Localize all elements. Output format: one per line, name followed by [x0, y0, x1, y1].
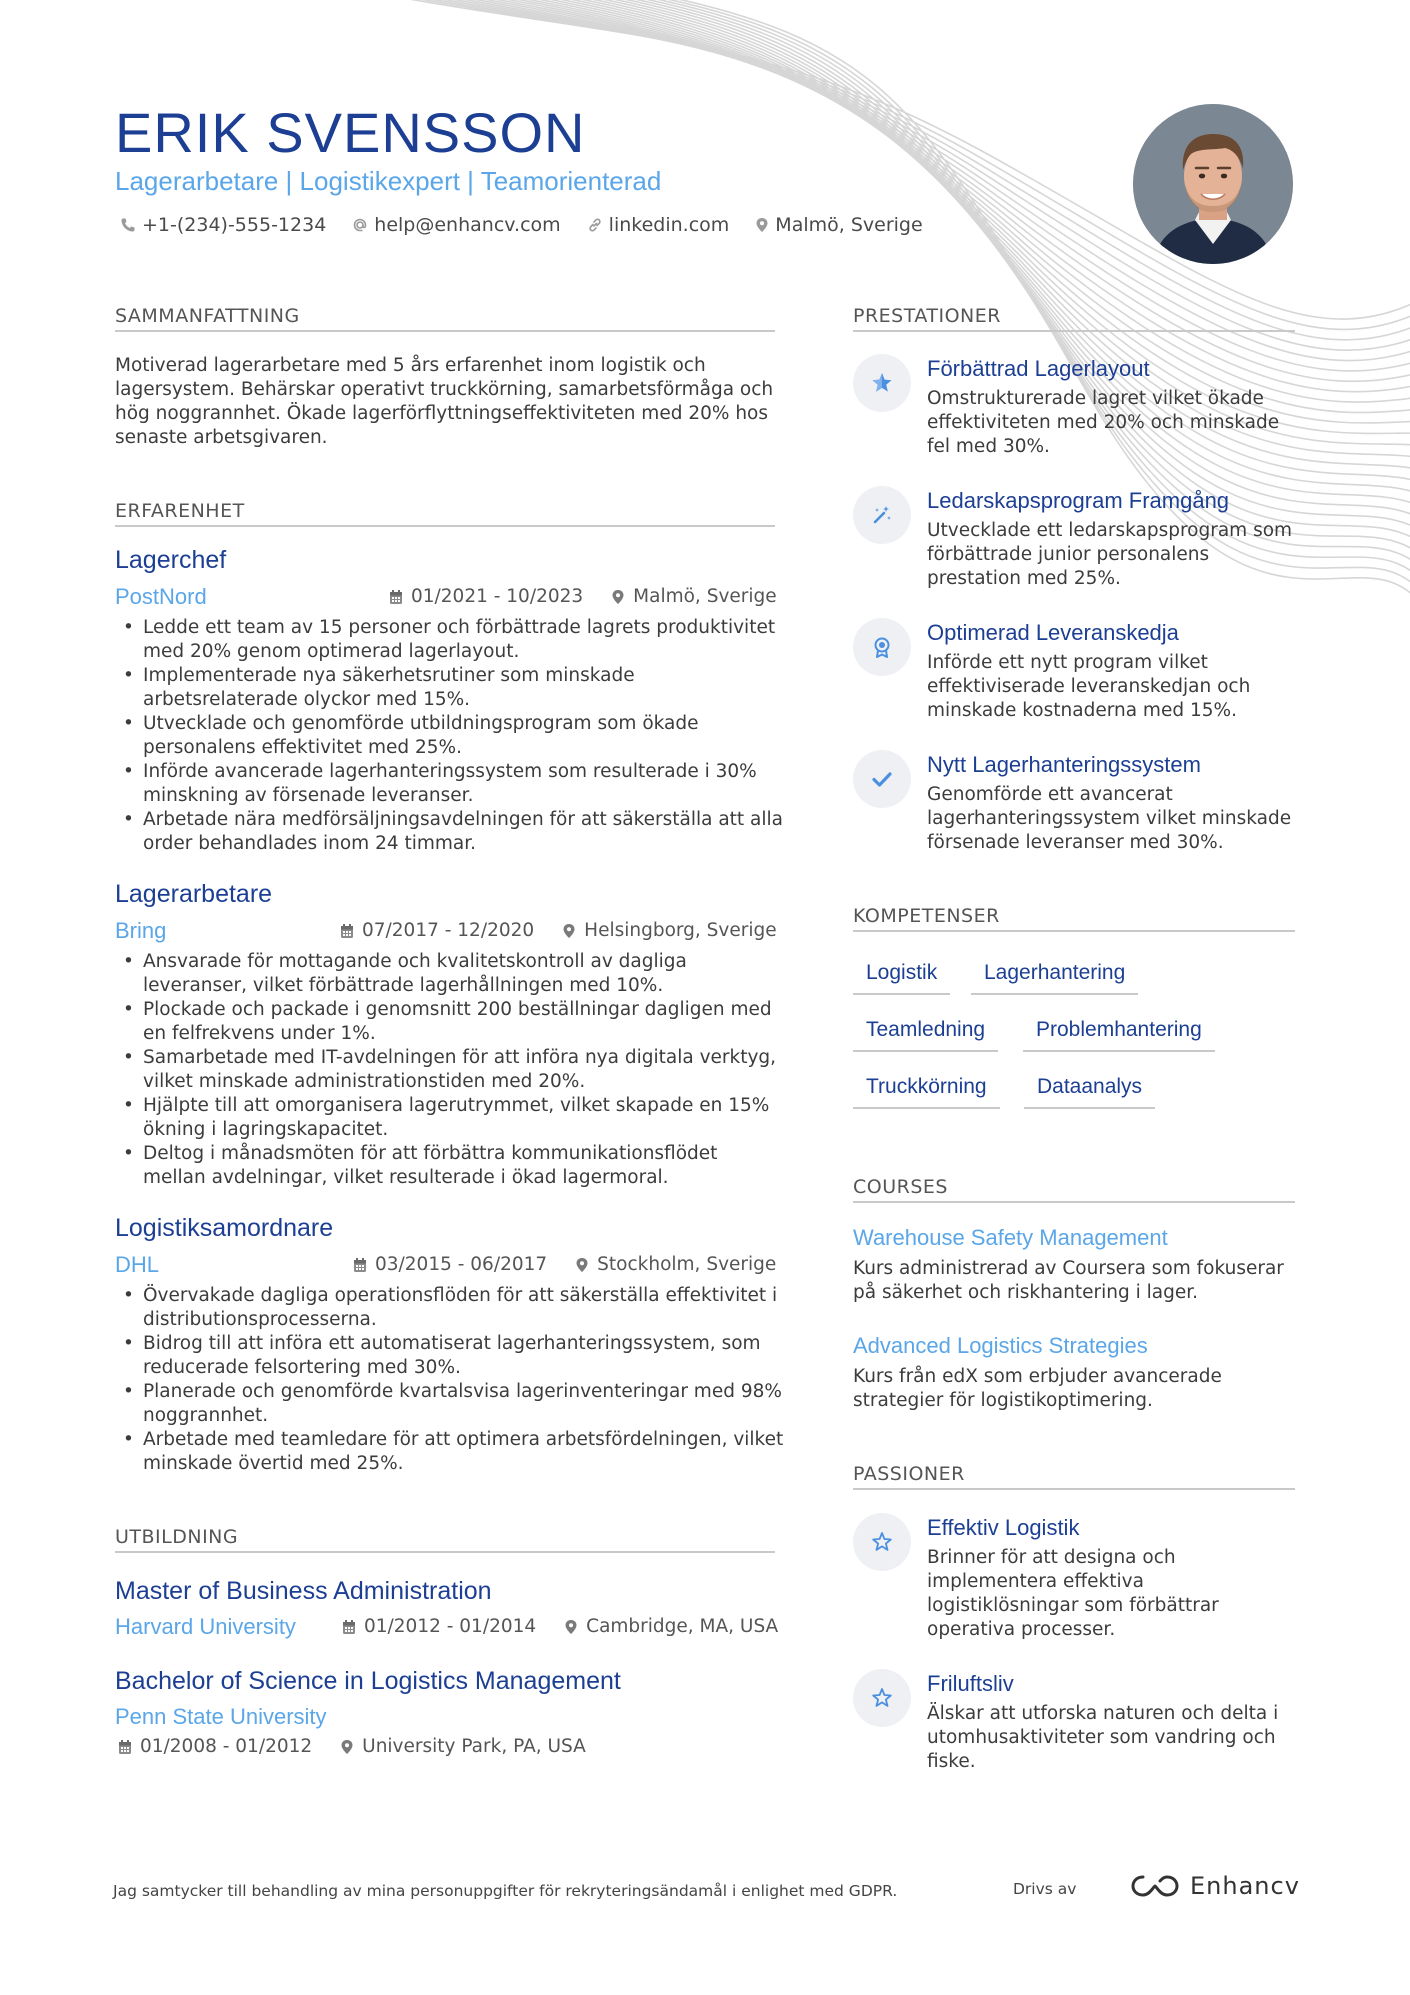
location-icon — [611, 589, 625, 605]
location-icon — [340, 1739, 354, 1755]
contact-linkedin-text: linkedin.com — [608, 214, 730, 236]
course-desc: Kurs administrerad av Coursera som fokuserar på säkerhet och riskhantering i lager. — [853, 1258, 1284, 1303]
skills-divider — [853, 930, 1295, 932]
education-dates: 01/2012 - 01/2014 — [364, 1616, 537, 1637]
achievement-icon-badge — [853, 618, 911, 676]
list-item: • Bidrog till att införa ett automatiserat lagerhanteringssystem, som reducerade felsortering med 30%. — [115, 1332, 785, 1380]
star-outline-icon — [870, 1686, 894, 1710]
calendar-icon — [342, 1619, 356, 1635]
star-badge-icon — [870, 371, 894, 395]
education-dates: 01/2008 - 01/2012 — [140, 1736, 313, 1757]
powered-by-label: Drivs av — [1013, 1880, 1077, 1898]
achievement-title: Förbättrad Lagerlayout — [927, 356, 1150, 381]
job-bullets — [115, 1284, 785, 1476]
company-name: Bring — [115, 918, 167, 943]
passions-heading: PASSIONER — [853, 1463, 965, 1485]
job-title: Lagerchef — [115, 546, 227, 574]
skill-tag: Dataanalys — [1024, 1075, 1155, 1109]
calendar-icon — [340, 923, 354, 939]
skill-tag: Truckkörning — [853, 1075, 1000, 1109]
contact-location-text: Malmö, Sverige — [775, 214, 923, 236]
summary-text: Motiverad lagerarbetare med 5 års erfarenhet inom logistik och lagersystem. Behärskar operativt truckkörning, samarbetsförmåga och hög noggrannhet. Ökade lagerförflyttningseffektiviteten med 20% hos senaste arbetsgivaren. — [115, 355, 774, 448]
education-divider — [115, 1551, 775, 1553]
education-heading: UTBILDNING — [115, 1526, 239, 1548]
achievement-desc: Omstrukturerade lagret vilket ökade effektiviteten med 20% och minskade fel med 30%. — [927, 388, 1280, 457]
degree-title: Master of Business Administration — [115, 1577, 492, 1605]
candidate-tagline: Lagerarbetare | Logistikexpert | Teamorienterad — [115, 166, 662, 196]
list-item: • Ledde ett team av 15 personer och förbättrade lagrets produktivitet med 20% genom optimerad lagerlayout. — [115, 616, 785, 664]
contact-email-text: help@enhancv.com — [374, 214, 561, 236]
summary-heading: SAMMANFATTNING — [115, 305, 300, 327]
calendar-icon — [389, 589, 403, 605]
job-dates: 01/2021 - 10/2023 — [411, 586, 584, 607]
passion-title: Friluftsliv — [927, 1671, 1014, 1696]
achievement-desc: Genomförde ett avancerat lagerhanteringssystem vilket minskade försenade leveranser med 30%. — [927, 784, 1292, 853]
achievement-title: Ledarskapsprogram Framgång — [927, 488, 1230, 513]
gdpr-consent: Jag samtycker till behandling av mina personuppgifter för rekryteringsändamål i enlighet med GDPR. — [113, 1882, 898, 1900]
company-name: PostNord — [115, 584, 207, 609]
job-dates: 07/2017 - 12/2020 — [362, 920, 535, 941]
wave-line — [580, 0, 1410, 542]
achievement-desc: Införde ett nytt program vilket effektiviserade leveranskedjan och minskade kostnaderna med 15%. — [927, 652, 1251, 721]
list-item: • Utvecklade och genomförde utbildningsprogram som ökade personalens effektivitet med 25%. — [115, 712, 785, 760]
achievement-desc: Utvecklade ett ledarskapsprogram som förbättrade junior personalens prestation med 25%. — [927, 520, 1293, 589]
achievement-icon-badge — [853, 354, 911, 412]
course-title: Warehouse Safety Management — [853, 1225, 1168, 1250]
passion-title: Effektiv Logistik — [927, 1515, 1080, 1540]
calendar-icon — [118, 1739, 132, 1755]
wave-line — [602, 0, 1410, 566]
education-location: University Park, PA, USA — [362, 1736, 586, 1757]
calendar-icon — [353, 1257, 367, 1273]
brand-name: Enhancv — [1190, 1872, 1300, 1900]
passion-icon-badge — [853, 1513, 911, 1571]
contact-location — [755, 214, 922, 236]
company-name: DHL — [115, 1252, 160, 1277]
list-item: • Arbetade med teamledare för att optimera arbetsfördelningen, vilket minskade övertid med 25%. — [115, 1428, 785, 1476]
wave-line — [591, 0, 1410, 554]
contact-bar — [120, 214, 949, 236]
skills-heading: KOMPETENSER — [853, 905, 1000, 927]
list-item: • Implementerade nya säkerhetsrutiner som minskade arbetsrelaterade olyckor med 15%. — [115, 664, 785, 712]
summary-divider — [115, 330, 775, 332]
job-meta — [340, 920, 777, 941]
phone-icon — [120, 217, 136, 233]
infinity-logo-icon — [1130, 1873, 1180, 1899]
achievement-icon-badge — [853, 750, 911, 808]
enhancv-logo[interactable] — [1130, 1872, 1300, 1900]
location-icon — [562, 923, 576, 939]
experience-heading: ERFARENHET — [115, 500, 245, 522]
job-location: Malmö, Sverige — [633, 586, 777, 607]
job-meta — [353, 1254, 776, 1275]
achievement-icon-badge — [853, 486, 911, 544]
passion-desc: Älskar att utforska naturen och delta i utomhusaktiviteter som vandring och fiske. — [927, 1703, 1279, 1772]
list-item: • Planerade och genomförde kvartalsvisa lagerinventeringar med 98% noggrannhet. — [115, 1380, 785, 1428]
achievements-divider — [853, 330, 1295, 332]
job-location: Stockholm, Sverige — [597, 1254, 777, 1275]
list-item: • Plockade och packade i genomsnitt 200 beställningar dagligen med en felfrekvens under 1%. — [115, 998, 785, 1046]
award-icon — [870, 635, 894, 659]
skill-tag: Lagerhantering — [971, 961, 1138, 995]
degree-title: Bachelor of Science in Logistics Management — [115, 1667, 621, 1695]
list-item: • Införde avancerade lagerhanteringssystem som resulterade i 30% minskning av försenade leveranser. — [115, 760, 785, 808]
passion-desc: Brinner för att designa och implementera effektiva logistiklösningar som förbättrar operativa processer. — [927, 1547, 1219, 1640]
list-item: • Hjälpte till att omorganisera lagerutrymmet, vilket skapade en 15% ökning i lagringskapacitet. — [115, 1094, 785, 1142]
passions-divider — [853, 1488, 1295, 1490]
job-title: Lagerarbetare — [115, 880, 273, 908]
location-icon — [564, 1619, 578, 1635]
education-meta — [118, 1736, 586, 1757]
link-icon — [587, 217, 603, 233]
star-outline-icon — [870, 1530, 894, 1554]
contact-phone[interactable] — [120, 214, 326, 236]
skill-tag: Teamledning — [853, 1018, 998, 1052]
list-item: • Samarbetade med IT-avdelningen för att införa nya digitala verktyg, vilket minskade administrationstiden med 20%. — [115, 1046, 785, 1094]
contact-linkedin[interactable] — [587, 214, 730, 236]
courses-divider — [853, 1201, 1295, 1203]
candidate-name: ERIK SVENSSON — [115, 101, 586, 164]
achievement-title: Nytt Lagerhanteringssystem — [927, 752, 1201, 777]
passion-icon-badge — [853, 1669, 911, 1727]
course-title: Advanced Logistics Strategies — [853, 1333, 1148, 1358]
contact-email[interactable] — [352, 214, 560, 236]
achievement-title: Optimerad Leveranskedja — [927, 620, 1179, 645]
at-icon — [352, 217, 368, 233]
achievements-heading: PRESTATIONER — [853, 305, 1001, 327]
job-bullets — [115, 616, 785, 856]
job-location: Helsingborg, Sverige — [584, 920, 777, 941]
job-title: Logistiksamordnare — [115, 1214, 334, 1242]
list-item: • Arbetade nära medförsäljningsavdelningen för att säkerställa att alla order behandlades inom 24 timmar. — [115, 808, 785, 856]
education-meta — [342, 1616, 778, 1637]
courses-heading: COURSES — [853, 1176, 948, 1198]
course-desc: Kurs från edX som erbjuder avancerade strategier för logistikoptimering. — [853, 1366, 1222, 1411]
school-name: Harvard University — [115, 1614, 296, 1639]
wand-icon — [870, 503, 894, 527]
education-location: Cambridge, MA, USA — [586, 1616, 779, 1637]
list-item: • Övervakade dagliga operationsflöden för att säkerställa effektivitet i distributionsprocesserna. — [115, 1284, 785, 1332]
location-icon — [575, 1257, 589, 1273]
school-name: Penn State University — [115, 1704, 327, 1729]
job-meta — [389, 586, 777, 607]
profile-photo — [1133, 104, 1293, 264]
job-dates: 03/2015 - 06/2017 — [375, 1254, 548, 1275]
experience-divider — [115, 525, 775, 527]
skill-tag: Logistik — [853, 961, 950, 995]
job-bullets — [115, 950, 785, 1190]
skill-tag: Problemhantering — [1023, 1018, 1215, 1052]
check-icon — [870, 767, 894, 791]
list-item: • Ansvarade för mottagande och kvalitetskontroll av dagliga leveranser, vilket förbättrade lagerhållningen med 10%. — [115, 950, 785, 998]
location-icon — [755, 217, 769, 233]
contact-phone-text: +1-(234)-555-1234 — [142, 214, 327, 236]
list-item: • Deltog i månadsmöten för att förbättra kommunikationsflödet mellan avdelningar, vilket resulterade i ökad lagermoral. — [115, 1142, 785, 1190]
